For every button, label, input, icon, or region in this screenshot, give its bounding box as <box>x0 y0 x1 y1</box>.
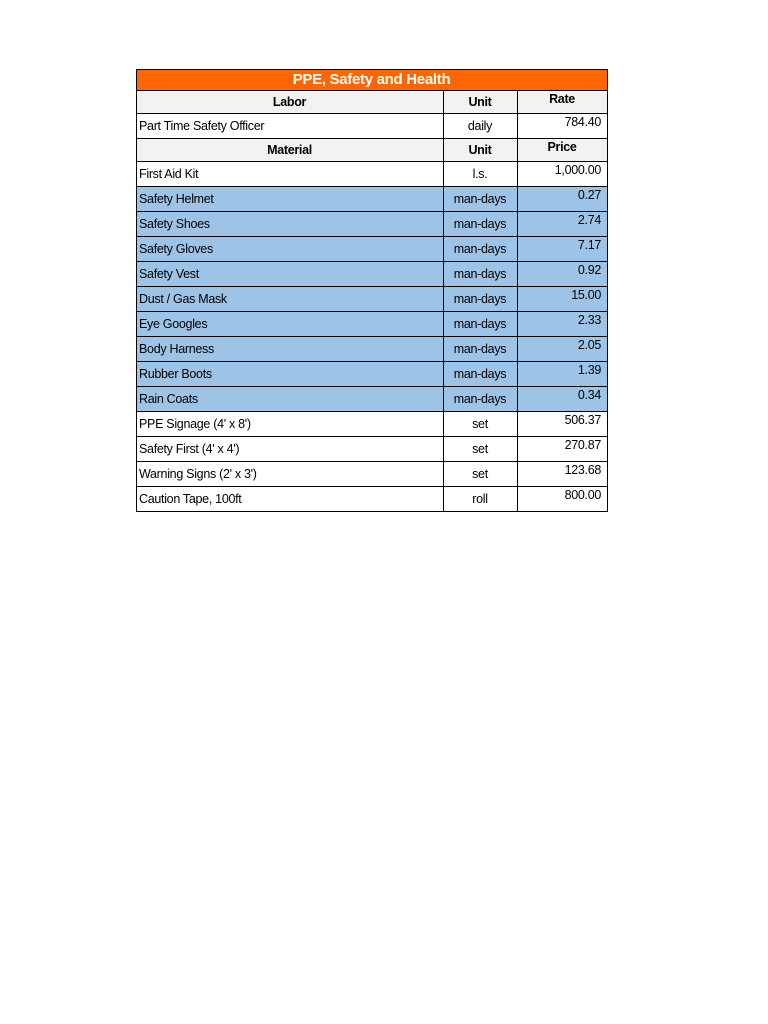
labor-header: Labor <box>137 91 444 114</box>
item-description: Safety First (4' x 4') <box>137 437 444 462</box>
item-value: 800.00 <box>518 487 608 512</box>
item-unit: set <box>444 437 518 462</box>
material-item-row <box>137 262 608 287</box>
item-description: Safety Helmet <box>137 187 444 212</box>
item-value: 506.37 <box>518 412 608 437</box>
item-unit: man-days <box>444 187 518 212</box>
item-unit: man-days <box>444 262 518 287</box>
item-description: First Aid Kit <box>137 162 444 187</box>
item-description: Caution Tape, 100ft <box>137 487 444 512</box>
item-value: 2.33 <box>518 312 608 337</box>
item-description: Part Time Safety Officer <box>137 114 444 139</box>
item-value: 0.34 <box>518 387 608 412</box>
labor-item-row <box>137 114 608 139</box>
material-unit-header: Unit <box>444 139 518 162</box>
material-item-row <box>137 437 608 462</box>
labor-rate-header: Rate <box>518 91 608 114</box>
ppe-cost-table-body <box>137 70 608 512</box>
material-item-row <box>137 337 608 362</box>
material-item-row <box>137 237 608 262</box>
item-value: 270.87 <box>518 437 608 462</box>
item-description: Warning Signs (2' x 3') <box>137 462 444 487</box>
material-header-row <box>137 139 608 162</box>
item-unit: man-days <box>444 237 518 262</box>
item-value: 123.68 <box>518 462 608 487</box>
item-unit: man-days <box>444 287 518 312</box>
item-unit: roll <box>444 487 518 512</box>
item-description: Safety Gloves <box>137 237 444 262</box>
item-value: 7.17 <box>518 237 608 262</box>
item-unit: man-days <box>444 337 518 362</box>
item-description: Safety Vest <box>137 262 444 287</box>
item-description: PPE Signage (4' x 8') <box>137 412 444 437</box>
item-description: Dust / Gas Mask <box>137 287 444 312</box>
item-unit: set <box>444 412 518 437</box>
item-value: 0.27 <box>518 187 608 212</box>
material-item-row <box>137 462 608 487</box>
item-value: 2.05 <box>518 337 608 362</box>
title-row <box>137 70 608 91</box>
labor-unit-header: Unit <box>444 91 518 114</box>
material-item-row <box>137 162 608 187</box>
item-value: 15.00 <box>518 287 608 312</box>
material-item-row <box>137 412 608 437</box>
material-item-row <box>137 387 608 412</box>
item-description: Eye Googles <box>137 312 444 337</box>
item-description: Rain Coats <box>137 387 444 412</box>
ppe-cost-table <box>136 69 608 512</box>
item-value: 784.40 <box>518 114 608 139</box>
item-unit: set <box>444 462 518 487</box>
item-unit: daily <box>444 114 518 139</box>
material-item-row <box>137 487 608 512</box>
material-item-row <box>137 362 608 387</box>
item-value: 2.74 <box>518 212 608 237</box>
material-item-row <box>137 212 608 237</box>
material-item-row <box>137 312 608 337</box>
item-value: 1.39 <box>518 362 608 387</box>
material-item-row <box>137 187 608 212</box>
item-unit: man-days <box>444 362 518 387</box>
item-value: 0.92 <box>518 262 608 287</box>
material-price-header: Price <box>518 139 608 162</box>
item-unit: man-days <box>444 212 518 237</box>
item-description: Rubber Boots <box>137 362 444 387</box>
item-unit: man-days <box>444 312 518 337</box>
item-unit: l.s. <box>444 162 518 187</box>
item-unit: man-days <box>444 387 518 412</box>
item-value: 1,000.00 <box>518 162 608 187</box>
table-title: PPE, Safety and Health <box>137 70 608 91</box>
material-item-row <box>137 287 608 312</box>
item-description: Body Harness <box>137 337 444 362</box>
item-description: Safety Shoes <box>137 212 444 237</box>
material-header: Material <box>137 139 444 162</box>
labor-header-row <box>137 91 608 114</box>
